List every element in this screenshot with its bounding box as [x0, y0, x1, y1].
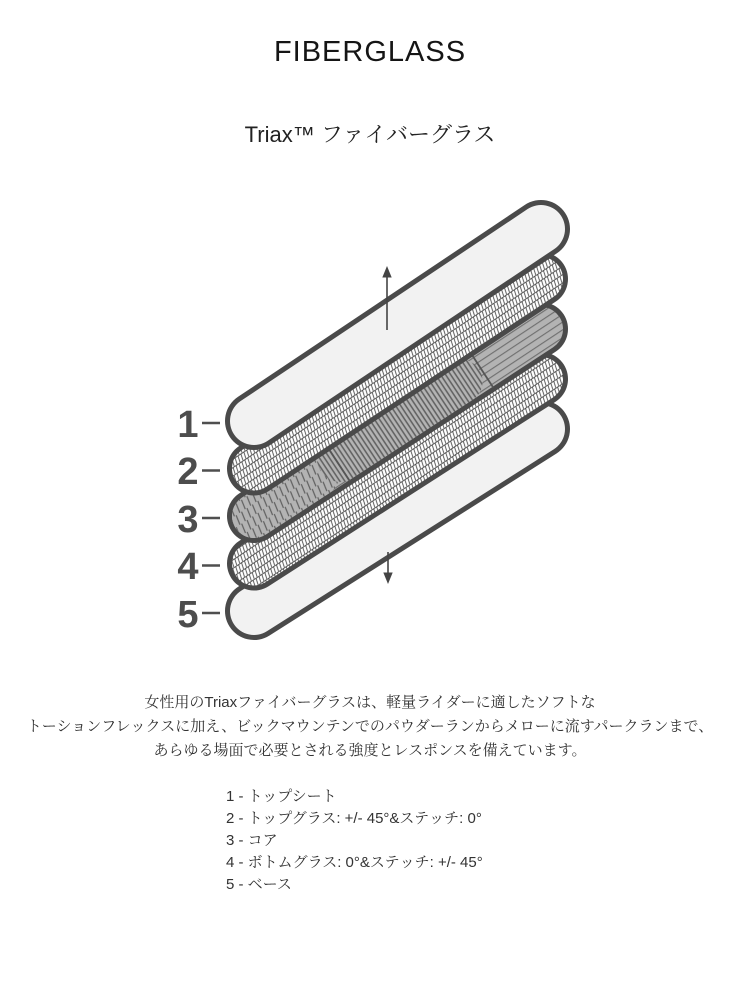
- page-subtitle: Triax™ ファイバーグラス: [244, 122, 496, 147]
- legend-item-2: 2 - トップグラス: +/- 45°&ステッチ: 0°: [226, 810, 482, 827]
- layer-number-4: 4: [177, 546, 199, 588]
- layer-number-5: 5: [177, 594, 199, 636]
- layer-number-3: 3: [177, 499, 199, 541]
- layer-number-2: 2: [177, 451, 199, 493]
- legend-item-3: 3 - コア: [226, 832, 278, 849]
- description: [0, 691, 740, 763]
- legend-item-1: 1 - トップシート: [226, 788, 337, 805]
- description-line-3: あらゆる場面で必要とされる強度とレスポンスを備えています。: [153, 742, 587, 759]
- page-title: FIBERGLASS: [273, 36, 467, 68]
- layer-callouts: [177, 404, 220, 636]
- description-line-1: 女性用のTriaxファイバーグラスは、軽量ライダーに適したソフトな: [144, 694, 596, 711]
- layer-legend: [226, 786, 483, 896]
- legend-item-4: 4 - ボトムグラス: 0°&ステッチ: +/- 45°: [226, 854, 483, 871]
- layer-number-1: 1: [177, 404, 199, 446]
- description-line-2: トーションフレックスに加え、ビックマウンテンでのパウダーランからメローに流すパークランまで、: [26, 718, 714, 735]
- legend-item-5: 5 - ベース: [226, 876, 292, 893]
